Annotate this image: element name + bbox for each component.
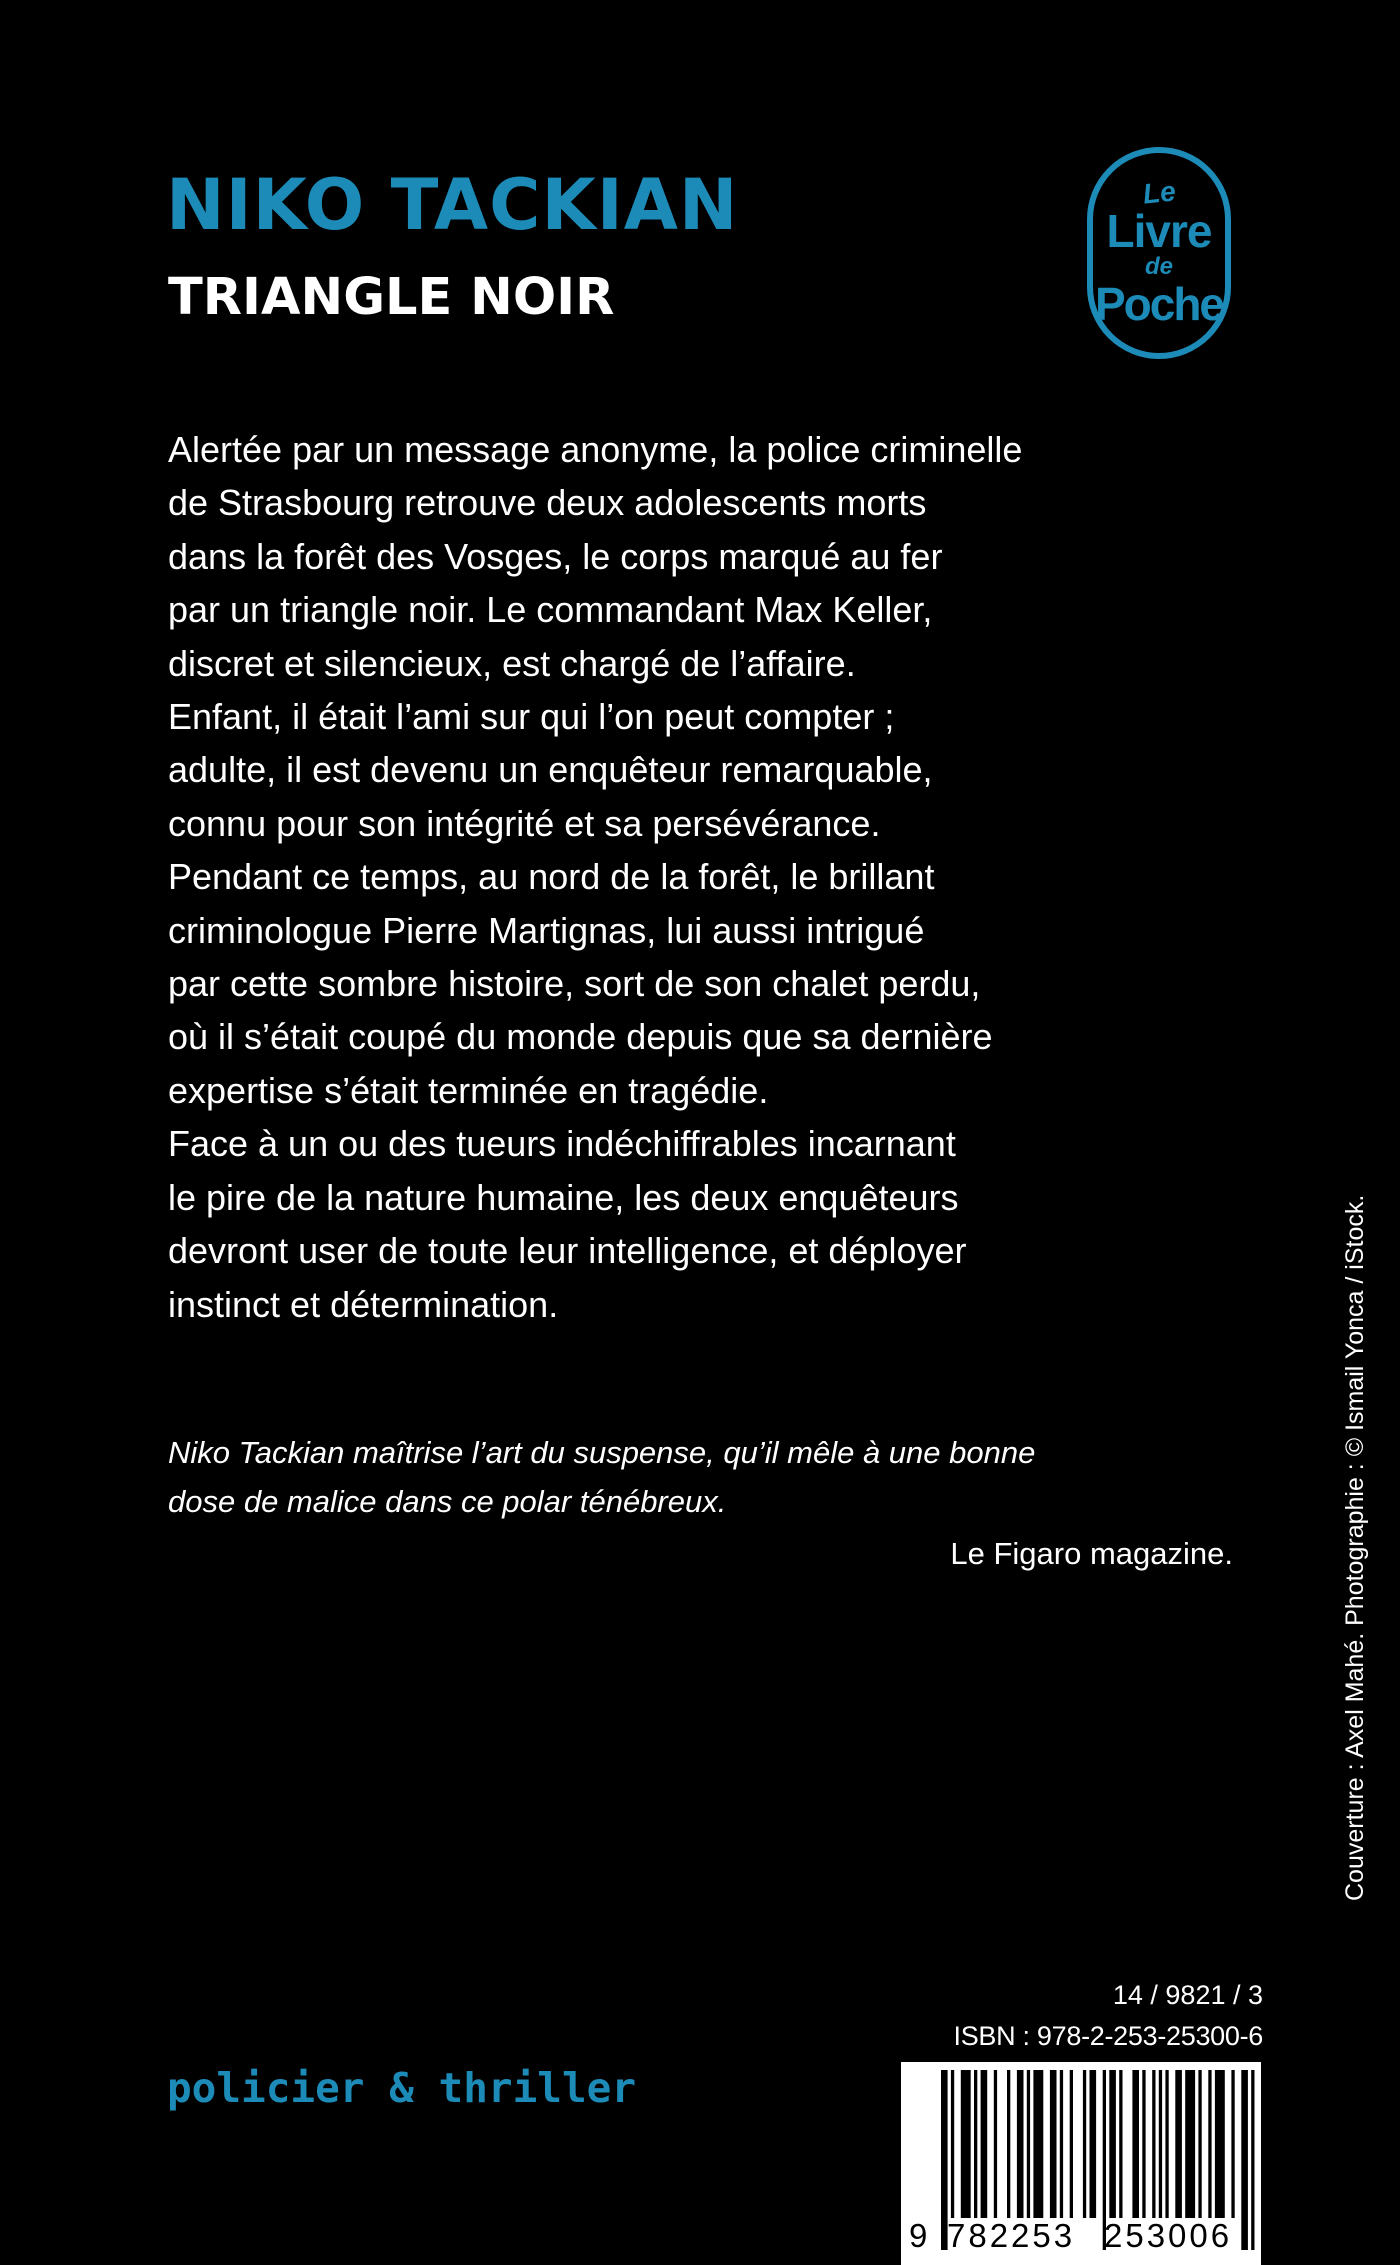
barcode-bar: [961, 2070, 971, 2218]
barcode-bar: [1159, 2070, 1162, 2218]
barcode-first-digit: 9: [909, 2217, 928, 2254]
barcode-bar: [1175, 2070, 1182, 2218]
blurb-line: par un triangle noir. Le commandant Max Keller,: [168, 589, 933, 631]
barcode: [901, 2062, 1261, 2265]
author-name: NIKO TACKIAN: [166, 164, 739, 246]
barcode-bar: [1215, 2070, 1225, 2218]
blurb-line: de Strasbourg retrouve deux adolescents morts: [168, 482, 927, 524]
barcode-group-left: 782253: [947, 2217, 1076, 2254]
blurb-line: instinct et détermination.: [168, 1283, 559, 1325]
blurb-line: par cette sombre histoire, sort de son chalet perdu,: [168, 963, 981, 1005]
book-title: TRIANGLE NOIR: [168, 268, 615, 327]
barcode-bar: [1007, 2070, 1010, 2218]
barcode-bar: [1083, 2070, 1086, 2218]
quote-line: Niko Tackian maîtrise l’art du suspense, qu’il mêle à une bonne: [168, 1435, 1036, 1470]
blurb-line: criminologue Pierre Martignas, lui aussi intrigué: [168, 909, 925, 951]
barcode-bar: [1185, 2070, 1195, 2218]
logo-word-livre: Livre: [1106, 205, 1212, 257]
barcode-group-right: 253006: [1104, 2217, 1233, 2254]
barcode-bar: [1070, 2070, 1073, 2218]
blurb-line: devront user de toute leur intelligence, et déployer: [168, 1230, 967, 1272]
cover-credit: Couverture : Axel Mahé. Photographie : © Ismail Yonca / iStock.: [1341, 1194, 1369, 1901]
blurb-line: connu pour son intégrité et sa persévérance.: [168, 802, 881, 844]
blurb-line: discret et silencieux, est chargé de l’affaire.: [168, 642, 856, 684]
barcode-bar: [1017, 2070, 1024, 2218]
blurb-line: le pire de la nature humaine, les deux enquêteurs: [168, 1176, 959, 1218]
press-quote: [168, 1428, 1228, 1526]
blurb-line: Enfant, il était l’ami sur qui l’on peut compter ;: [168, 696, 895, 738]
logo-word-poche: Poche: [1094, 278, 1224, 330]
barcode-bar: [1060, 2070, 1063, 2218]
blurb-line: dans la forêt des Vosges, le corps marqué au fer: [168, 535, 943, 577]
barcode-bar: [1165, 2070, 1168, 2218]
barcode-bar: [994, 2070, 997, 2218]
barcode-bar: [1119, 2070, 1122, 2218]
quote-source: Le Figaro magazine.: [950, 1536, 1233, 1571]
logo-word-le: Le: [1141, 175, 1177, 210]
barcode-bar: [951, 2070, 954, 2218]
logo-word-de: de: [1144, 253, 1173, 280]
barcode-bar: [974, 2070, 977, 2218]
barcode-bar: [1208, 2070, 1211, 2218]
publisher-logo: [1087, 147, 1231, 359]
blurb-line: Face à un ou des tueurs indéchiffrables incarnant: [168, 1123, 956, 1165]
barcode-bar: [1152, 2070, 1155, 2218]
barcode-bar: [1231, 2070, 1234, 2218]
barcode-bar: [1027, 2070, 1030, 2218]
barcode-bar: [1109, 2070, 1116, 2218]
barcode-bar: [1050, 2070, 1057, 2218]
genre-label: policier & thriller: [167, 2064, 636, 2112]
catalog-code: 14 / 9821 / 3: [1112, 1980, 1263, 2010]
blurb-line: Alertée par un message anonyme, la police criminelle: [168, 429, 1023, 470]
barcode-bar: [1198, 2070, 1201, 2218]
isbn: ISBN : 978-2-253-25300-6: [953, 2021, 1263, 2051]
barcode-bar: [1090, 2070, 1097, 2218]
blurb-line: Pendant ce temps, au nord de la forêt, le brillant: [168, 856, 935, 898]
back-cover-blurb: [168, 423, 1228, 1331]
barcode-bar: [1142, 2070, 1145, 2218]
barcode-bar: [981, 2070, 988, 2218]
blurb-line: expertise s’était terminée en tragédie.: [168, 1069, 769, 1111]
quote-line: dose de malice dans ce polar ténébreux.: [168, 1484, 727, 1519]
barcode-digits: [901, 2214, 1261, 2258]
barcode-bar: [1033, 2070, 1043, 2218]
blurb-line: où il s’était coupé du monde depuis que sa dernière: [168, 1016, 993, 1058]
barcode-bar: [1132, 2070, 1139, 2218]
blurb-line: adulte, il est devenu un enquêteur remarquable,: [168, 749, 933, 791]
